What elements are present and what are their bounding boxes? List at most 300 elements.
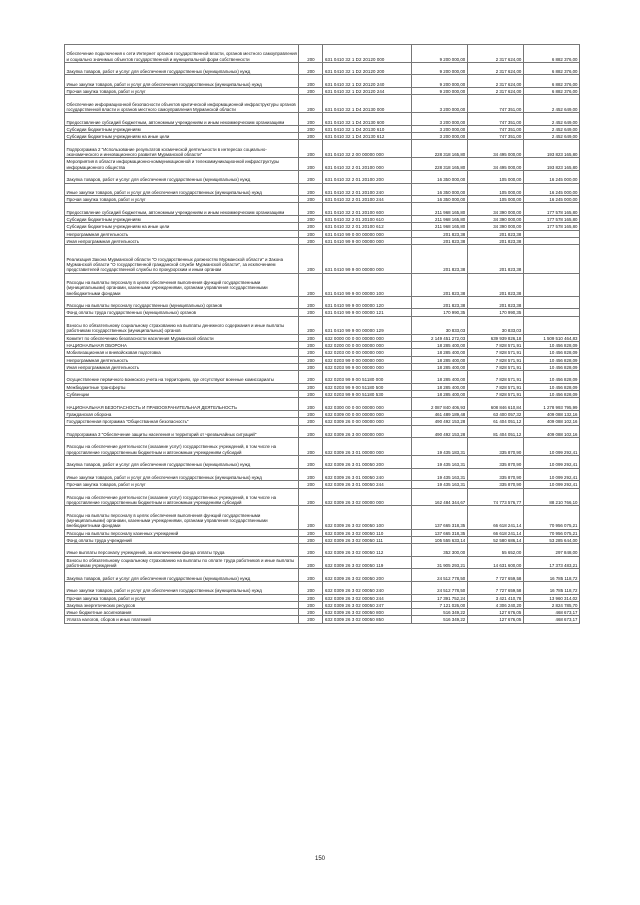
remaining-amount-cell: 177 578 165,80 (523, 203, 579, 216)
remaining-amount-cell: 2 452 649,00 (523, 133, 579, 140)
row-name-cell: Предоставление субсидий бюджетным, автономным учреждениям и иным некоммерческим организациям (65, 113, 299, 126)
admin-code-cell: 200 (299, 273, 323, 296)
row-name-cell: Иные закупки товаров, работ и услуг для обеспечения государственных (муниципальных) нужд (65, 183, 299, 196)
approved-amount-cell: 201 823,38 (411, 245, 467, 274)
executed-amount-cell: 7 828 571,91 (467, 383, 523, 390)
executed-amount-cell: 747 351,00 (467, 113, 523, 126)
admin-code-cell: 200 (299, 481, 323, 488)
table-row (65, 506, 580, 529)
executed-amount-cell: 335 870,90 (467, 481, 523, 488)
budget-report-sheet (64, 44, 580, 624)
classification-code-cell: 632 0309 26 3 01 00050 244 (323, 481, 411, 488)
admin-code-cell: 200 (299, 544, 323, 557)
table-row (65, 113, 580, 126)
admin-code-cell: 200 (299, 296, 323, 309)
classification-code-cell: 631 0410 32 1 D2 20120 240 (323, 75, 411, 88)
table-row (65, 140, 580, 158)
admin-code-cell: 200 (299, 391, 323, 398)
row-name-cell: Мобилизационная и вневойсковая подготовка (65, 349, 299, 356)
remaining-amount-cell: 16 245 000,00 (523, 183, 579, 196)
admin-code-cell: 200 (299, 196, 323, 203)
row-name-cell: Непрограммная деятельность (65, 356, 299, 363)
row-name-cell: Расходы на выплаты персоналу в целях обеспечения выполнения функций государственными (муниципальными) органами, казенными учреждениями, органами управления государственными внебюджетными фондами (65, 273, 299, 296)
admin-code-cell: 200 (299, 309, 323, 316)
executed-amount-cell: 34 495 000,00 (467, 140, 523, 158)
table-row (65, 356, 580, 363)
classification-code-cell: 632 0309 26 3 02 00050 800 (323, 609, 411, 616)
approved-amount-cell: 211 968 165,80 (411, 223, 467, 230)
row-name-cell: Уплата налогов, сборов и иных платежей (65, 616, 299, 623)
row-name-cell: Расходы на обеспечение деятельности (оказание услуг) государственных учреждений, в том числе на предоставление государственным бюджетным и автономным учреждениям субсидий (65, 488, 299, 506)
remaining-amount-cell: 6 882 376,00 (523, 62, 579, 75)
remaining-amount-cell: 10 456 828,09 (523, 383, 579, 390)
row-name-cell: Государственная программа "Обществанная безопасность" (65, 418, 299, 425)
classification-code-cell: 631 0410 99 9 00 00000 121 (323, 309, 411, 316)
approved-amount-cell: 18 285 400,00 (411, 341, 467, 348)
approved-amount-cell: 18 285 400,00 (411, 391, 467, 398)
remaining-amount-cell: 409 088 132,16 (523, 410, 579, 417)
admin-code-cell: 200 (299, 601, 323, 608)
approved-amount-cell: 211 968 165,80 (411, 203, 467, 216)
classification-code-cell: 631 0410 32 2 01 20100 244 (323, 196, 411, 203)
approved-amount-cell: 2 087 840 406,93 (411, 398, 467, 411)
row-name-cell: Субсидии бюджетным учреждениям (65, 216, 299, 223)
row-name-cell: Фонд оплаты труда государственных (муниципальных) органов (65, 309, 299, 316)
admin-code-cell: 200 (299, 62, 323, 75)
classification-code-cell: 631 0410 99 0 00 00000 000 (323, 230, 411, 237)
admin-code-cell: 200 (299, 609, 323, 616)
row-name-cell: Иные закупки товаров, работ и услуг для обеспечения государственных (муниципальных) нужд (65, 75, 299, 88)
remaining-amount-cell: 10 456 828,09 (523, 349, 579, 356)
table-row (65, 536, 580, 543)
row-name-cell: Иные выплаты персоналу учреждений, за исключением фонда оплаты труда (65, 544, 299, 557)
admin-code-cell: 200 (299, 529, 323, 536)
executed-amount-cell: 747 351,00 (467, 95, 523, 113)
table-row (65, 418, 580, 425)
classification-code-cell: 632 0300 00 0 00 00000 000 (323, 398, 411, 411)
table-row (65, 273, 580, 296)
classification-code-cell: 631 0410 32 1 D4 20130 610 (323, 125, 411, 132)
approved-amount-cell: 2 149 451 272,03 (411, 334, 467, 341)
classification-code-cell: 632 0309 26 3 01 00000 000 (323, 438, 411, 456)
classification-code-cell: 632 0309 26 3 01 00050 240 (323, 468, 411, 481)
table-row (65, 75, 580, 88)
table-row (65, 601, 580, 608)
remaining-amount-cell: 17 373 483,21 (523, 556, 579, 569)
remaining-amount-cell: 10 099 292,41 (523, 468, 579, 481)
row-name-cell: Иная непрограммная деятельность (65, 237, 299, 244)
executed-amount-cell: 52 580 686,14 (467, 536, 523, 543)
row-name-cell: Закупка товаров, работ и услуг для обеспечения государственных (муниципальных) нужд (65, 569, 299, 582)
approved-amount-cell: 105 555 633,14 (411, 536, 467, 543)
classification-code-cell: 632 0203 00 0 00 00000 000 (323, 349, 411, 356)
table-row (65, 556, 580, 569)
row-name-cell: Обеспечение подключения к сети Интернет органов государственной власти, органов местного самоуправления и социально значимых объектов государственной и муниципальной форм собственности (65, 45, 299, 63)
approved-amount-cell: 3 200 000,00 (411, 95, 467, 113)
approved-amount-cell: 170 990,35 (411, 309, 467, 316)
executed-amount-cell: 34 495 000,00 (467, 158, 523, 171)
approved-amount-cell: 228 318 165,80 (411, 158, 467, 171)
admin-code-cell: 200 (299, 425, 323, 438)
executed-amount-cell: 2 317 624,00 (467, 62, 523, 75)
executed-amount-cell: 14 631 600,00 (467, 556, 523, 569)
classification-code-cell: 631 0410 99 9 00 00000 000 (323, 245, 411, 274)
classification-code-cell: 632 0203 99 9 00 51180 000 (323, 371, 411, 384)
approved-amount-cell: 201 823,38 (411, 273, 467, 296)
classification-code-cell: 632 0309 26 0 00 00000 000 (323, 418, 411, 425)
table-row (65, 468, 580, 481)
admin-code-cell: 200 (299, 569, 323, 582)
row-name-cell: Прочая закупка товаров, работ и услуг (65, 481, 299, 488)
admin-code-cell: 200 (299, 158, 323, 171)
classification-code-cell: 632 0309 26 3 02 00050 850 (323, 616, 411, 623)
row-name-cell: Иная непрограммная деятельность (65, 363, 299, 370)
remaining-amount-cell (523, 296, 579, 309)
remaining-amount-cell: 6 882 376,00 (523, 88, 579, 95)
classification-code-cell: 632 0309 26 3 02 00050 112 (323, 544, 411, 557)
approved-amount-cell: 211 968 165,80 (411, 216, 467, 223)
table-row (65, 133, 580, 140)
admin-code-cell: 200 (299, 245, 323, 274)
row-name-cell: Расходы на обеспечение деятельности (оказание услуг) государственных учреждений, в том числе на предоставление государственным бюджетным и автономным учреждениям субсидий (65, 438, 299, 456)
remaining-amount-cell: 16 785 118,72 (523, 581, 579, 594)
classification-code-cell: 632 0309 26 3 02 00050 111 (323, 536, 411, 543)
classification-code-cell: 632 0203 99 9 00 51180 530 (323, 391, 411, 398)
approved-amount-cell: 19 435 163,31 (411, 481, 467, 488)
remaining-amount-cell (523, 309, 579, 316)
admin-code-cell: 200 (299, 410, 323, 417)
remaining-amount-cell: 6 882 376,00 (523, 75, 579, 88)
admin-code-cell: 200 (299, 216, 323, 223)
table-row (65, 398, 580, 411)
table-row (65, 62, 580, 75)
remaining-amount-cell: 2 824 785,70 (523, 601, 579, 608)
table-row (65, 245, 580, 274)
executed-amount-cell: 201 823,38 (467, 273, 523, 296)
executed-amount-cell: 2 317 624,00 (467, 75, 523, 88)
remaining-amount-cell (523, 230, 579, 237)
executed-amount-cell: 74 773 576,77 (467, 488, 523, 506)
row-name-cell: Комитет по обеспечению безопасности населения Мурманской области (65, 334, 299, 341)
admin-code-cell: 200 (299, 349, 323, 356)
executed-amount-cell: 30 833,03 (467, 316, 523, 334)
table-row (65, 383, 580, 390)
approved-amount-cell: 9 200 000,00 (411, 45, 467, 63)
remaining-amount-cell: 409 088 102,16 (523, 425, 579, 438)
executed-amount-cell: 747 351,00 (467, 133, 523, 140)
remaining-amount-cell: 2 452 649,00 (523, 125, 579, 132)
classification-code-cell: 632 0309 26 3 02 00000 000 (323, 488, 411, 506)
remaining-amount-cell: 13 960 314,02 (523, 594, 579, 601)
row-name-cell: Подпрограмма 2 "Использование результатов космической деятельности в интересах социально-экономического и инновационного развития Мурманской области" (65, 140, 299, 158)
remaining-amount-cell: 70 956 075,21 (523, 506, 579, 529)
executed-amount-cell: 7 727 659,58 (467, 581, 523, 594)
table-row (65, 183, 580, 196)
admin-code-cell: 200 (299, 125, 323, 132)
remaining-amount-cell: 16 245 000,00 (523, 196, 579, 203)
admin-code-cell: 200 (299, 237, 323, 244)
approved-amount-cell: 9 200 000,00 (411, 88, 467, 95)
approved-amount-cell: 24 512 778,50 (411, 569, 467, 582)
classification-code-cell: 632 0309 26 3 02 00050 110 (323, 529, 411, 536)
table-row (65, 296, 580, 309)
classification-code-cell: 631 0410 99 9 00 00000 120 (323, 296, 411, 309)
admin-code-cell: 200 (299, 398, 323, 411)
executed-amount-cell: 201 823,38 (467, 230, 523, 237)
admin-code-cell: 200 (299, 556, 323, 569)
remaining-amount-cell: 177 578 165,80 (523, 223, 579, 230)
approved-amount-cell: 19 435 183,31 (411, 438, 467, 456)
admin-code-cell: 200 (299, 170, 323, 183)
admin-code-cell: 200 (299, 316, 323, 334)
remaining-amount-cell: 88 210 766,10 (523, 488, 579, 506)
remaining-amount-cell: 468 673,17 (523, 616, 579, 623)
table-row (65, 616, 580, 623)
classification-code-cell: 632 0203 99 9 00 00000 000 (323, 363, 411, 370)
table-row (65, 158, 580, 171)
remaining-amount-cell: 16 785 118,72 (523, 569, 579, 582)
remaining-amount-cell: 1 509 510 464,83 (523, 334, 579, 341)
table-row (65, 529, 580, 536)
approved-amount-cell: 516 349,22 (411, 616, 467, 623)
remaining-amount-cell: 177 578 165,80 (523, 216, 579, 223)
row-name-cell: Подпрограмма 3 "Обеспечение защиты населения и территорий от чрезвычайных ситуаций" (65, 425, 299, 438)
approved-amount-cell: 24 512 778,50 (411, 581, 467, 594)
approved-amount-cell: 9 200 000,00 (411, 62, 467, 75)
classification-code-cell: 631 0410 32 2 01 20100 600 (323, 203, 411, 216)
classification-code-cell: 631 0410 32 2 01 20100 000 (323, 158, 411, 171)
table-row (65, 203, 580, 216)
row-name-cell: Иные закупки товаров, работ и услуг для обеспечения государственных (муниципальных) нужд (65, 581, 299, 594)
approved-amount-cell: 19 435 163,31 (411, 456, 467, 469)
classification-code-cell: 632 0203 99 0 00 00000 000 (323, 356, 411, 363)
approved-amount-cell: 137 665 318,35 (411, 529, 467, 536)
approved-amount-cell: 3 200 000,00 (411, 125, 467, 132)
remaining-amount-cell: 10 099 292,41 (523, 438, 579, 456)
admin-code-cell: 200 (299, 383, 323, 390)
admin-code-cell: 200 (299, 45, 323, 63)
classification-code-cell: 631 0410 99 9 00 00000 129 (323, 316, 411, 334)
approved-amount-cell: 31 905 293,21 (411, 556, 467, 569)
row-name-cell: Реализация Закона Мурманской области "О государственных должностях Мурманской области" и Закона Мурманской области "О государственной гражданской службе Мурманской области", за исключением представителей государственной службы по прокурорским и иным органам (65, 245, 299, 274)
admin-code-cell: 200 (299, 468, 323, 481)
table-row (65, 230, 580, 237)
admin-code-cell: 200 (299, 488, 323, 506)
table-row (65, 488, 580, 506)
approved-amount-cell: 16 350 000,00 (411, 170, 467, 183)
classification-code-cell: 631 0410 32 1 D4 20130 600 (323, 113, 411, 126)
row-name-cell: Иные закупки товаров, работ и услуг для обеспечения государственных (муниципальных) нужд (65, 468, 299, 481)
classification-code-cell: 631 0410 32 1 D4 20130 000 (323, 95, 411, 113)
table-row (65, 216, 580, 223)
approved-amount-cell: 137 665 318,35 (411, 506, 467, 529)
remaining-amount-cell: 10 456 828,09 (523, 391, 579, 398)
table-row (65, 341, 580, 348)
admin-code-cell: 200 (299, 356, 323, 363)
remaining-amount-cell: 409 088 102,16 (523, 418, 579, 425)
admin-code-cell: 200 (299, 95, 323, 113)
row-name-cell: Прочая закупка товаров, работ и услуг (65, 594, 299, 601)
remaining-amount-cell: 297 848,00 (523, 544, 579, 557)
table-row (65, 334, 580, 341)
executed-amount-cell: 3 421 410,78 (467, 594, 523, 601)
remaining-amount-cell (523, 316, 579, 334)
executed-amount-cell: 34 390 000,00 (467, 216, 523, 223)
remaining-amount-cell: 10 099 292,41 (523, 456, 579, 469)
executed-amount-cell: 7 828 571,91 (467, 391, 523, 398)
executed-amount-cell: 2 317 624,00 (467, 88, 523, 95)
executed-amount-cell: 608 846 610,84 (467, 398, 523, 411)
classification-code-cell: 631 0410 32 1 D2 20120 000 (323, 45, 411, 63)
executed-amount-cell: 335 870,90 (467, 438, 523, 456)
classification-code-cell: 632 0309 00 0 00 00000 000 (323, 410, 411, 417)
classification-code-cell: 631 0410 32 1 D2 20120 200 (323, 62, 411, 75)
admin-code-cell: 200 (299, 183, 323, 196)
remaining-amount-cell: 468 673,17 (523, 609, 579, 616)
remaining-amount-cell: 1 278 993 795,99 (523, 398, 579, 411)
admin-code-cell: 200 (299, 113, 323, 126)
executed-amount-cell: 66 618 241,14 (467, 529, 523, 536)
remaining-amount-cell: 2 452 649,00 (523, 113, 579, 126)
approved-amount-cell: 490 492 153,28 (411, 425, 467, 438)
remaining-amount-cell: 70 956 075,21 (523, 529, 579, 536)
approved-amount-cell: 3 200 000,00 (411, 133, 467, 140)
admin-code-cell: 200 (299, 371, 323, 384)
executed-amount-cell: 201 823,38 (467, 296, 523, 309)
classification-code-cell: 632 0309 26 3 02 00050 244 (323, 594, 411, 601)
row-name-cell: Обеспечение информационной безопасности объектов критической информационной инфраструктуры органов государственной власти и органов местного самоуправления Мурманской области (65, 95, 299, 113)
executed-amount-cell: 201 823,38 (467, 237, 523, 244)
classification-code-cell: 632 0309 26 3 02 00050 119 (323, 556, 411, 569)
remaining-amount-cell: 10 456 828,09 (523, 371, 579, 384)
budget-table-body (65, 45, 580, 624)
executed-amount-cell: 105 000,00 (467, 170, 523, 183)
table-row (65, 544, 580, 557)
approved-amount-cell: 18 285 400,00 (411, 371, 467, 384)
classification-code-cell: 632 0309 26 3 02 00050 100 (323, 506, 411, 529)
executed-amount-cell: 61 404 051,12 (467, 418, 523, 425)
admin-code-cell: 200 (299, 438, 323, 456)
table-row (65, 349, 580, 356)
row-name-cell: Закупка товаров, работ и услуг для обеспечения государственных (муниципальных) нужд (65, 456, 299, 469)
table-row (65, 196, 580, 203)
classification-code-cell: 631 0410 32 1 D2 20120 244 (323, 88, 411, 95)
executed-amount-cell: 7 828 571,91 (467, 356, 523, 363)
admin-code-cell: 200 (299, 334, 323, 341)
executed-amount-cell: 4 306 240,20 (467, 601, 523, 608)
executed-amount-cell: 7 828 571,91 (467, 371, 523, 384)
approved-amount-cell: 461 489 189,48 (411, 410, 467, 417)
row-name-cell: Субсидии бюджетным учреждениям (65, 125, 299, 132)
admin-code-cell: 200 (299, 581, 323, 594)
admin-code-cell: 200 (299, 203, 323, 216)
row-name-cell: Осуществление первичного воинского учета на территориях, где отсутствуют военные комиссариаты (65, 371, 299, 384)
admin-code-cell: 200 (299, 88, 323, 95)
remaining-amount-cell: 193 823 165,80 (523, 140, 579, 158)
row-name-cell: Закупка товаров, работ и услуг для обеспечения государственных (муниципальных) нужд (65, 170, 299, 183)
row-name-cell: НАЦИОНАЛЬНАЯ БЕЗОПАСНОСТЬ И ПРАВООХРАНИТЕЛЬНАЯ ДЕЯТЕЛЬНОСТЬ (65, 398, 299, 411)
approved-amount-cell: 16 350 000,00 (411, 196, 467, 203)
approved-amount-cell: 162 484 344,67 (411, 488, 467, 506)
executed-amount-cell: 7 727 659,58 (467, 569, 523, 582)
table-row (65, 371, 580, 384)
table-row (65, 45, 580, 63)
executed-amount-cell: 127 676,05 (467, 609, 523, 616)
page-number: 150 (314, 856, 325, 862)
table-row (65, 456, 580, 469)
row-name-cell: Непрограммная деятельность (65, 230, 299, 237)
executed-amount-cell: 7 828 571,91 (467, 341, 523, 348)
table-row (65, 309, 580, 316)
classification-code-cell: 631 0410 32 1 D4 20130 612 (323, 133, 411, 140)
row-name-cell: Субсидии бюджетным учреждениям на иные цели (65, 133, 299, 140)
row-name-cell: Взносы по обязательному социальному страхованию на выплаты по оплате труда работников и иные выплаты работникам учреждений (65, 556, 299, 569)
remaining-amount-cell: 10 456 828,09 (523, 363, 579, 370)
row-name-cell: Межбюджетные трансферты (65, 383, 299, 390)
approved-amount-cell: 9 200 000,00 (411, 75, 467, 88)
executed-amount-cell: 34 390 000,00 (467, 223, 523, 230)
classification-code-cell: 632 0309 26 3 02 00050 200 (323, 569, 411, 582)
executed-amount-cell: 7 828 571,91 (467, 363, 523, 370)
executed-amount-cell: 105 000,00 (467, 196, 523, 203)
classification-code-cell: 631 0410 32 2 01 20100 612 (323, 223, 411, 230)
remaining-amount-cell: 53 285 644,00 (523, 536, 579, 543)
executed-amount-cell: 105 000,00 (467, 183, 523, 196)
remaining-amount-cell (523, 237, 579, 244)
table-row (65, 223, 580, 230)
classification-code-cell: 631 0410 99 9 00 00000 100 (323, 273, 411, 296)
table-row (65, 316, 580, 334)
classification-code-cell: 631 0410 99 9 00 00000 000 (323, 237, 411, 244)
executed-amount-cell: 7 828 571,91 (467, 349, 523, 356)
remaining-amount-cell: 2 452 649,00 (523, 95, 579, 113)
approved-amount-cell: 7 121 026,00 (411, 601, 467, 608)
admin-code-cell: 200 (299, 456, 323, 469)
executed-amount-cell: 81 404 051,12 (467, 425, 523, 438)
approved-amount-cell: 201 823,38 (411, 296, 467, 309)
approved-amount-cell: 16 350 000,00 (411, 183, 467, 196)
executed-amount-cell: 66 618 241,14 (467, 506, 523, 529)
budget-table (64, 44, 580, 624)
classification-code-cell: 631 0410 32 2 00 00000 000 (323, 140, 411, 158)
row-name-cell: Прочая закупка товаров, работ и услуг (65, 196, 299, 203)
executed-amount-cell: 2 317 624,00 (467, 45, 523, 63)
row-name-cell: НАЦИОНАЛЬНАЯ ОБОРОНА (65, 341, 299, 348)
executed-amount-cell: 335 870,90 (467, 468, 523, 481)
admin-code-cell: 200 (299, 75, 323, 88)
approved-amount-cell: 30 833,03 (411, 316, 467, 334)
admin-code-cell: 200 (299, 594, 323, 601)
row-name-cell: Расходы на выплаты персоналу казенных учреждений (65, 529, 299, 536)
approved-amount-cell: 352 300,00 (411, 544, 467, 557)
table-row (65, 594, 580, 601)
approved-amount-cell: 18 285 400,00 (411, 383, 467, 390)
row-name-cell: Взносы по обязательному социальному страхованию на выплаты денежного содержания и иные выплаты работникам государственных (муниципальных) органов (65, 316, 299, 334)
row-name-cell: Прочая закупка товаров, работ и услуг (65, 88, 299, 95)
table-row (65, 237, 580, 244)
executed-amount-cell: 201 823,38 (467, 245, 523, 274)
approved-amount-cell: 516 349,22 (411, 609, 467, 616)
executed-amount-cell: 639 939 826,18 (467, 334, 523, 341)
row-name-cell: Гражданская оборона (65, 410, 299, 417)
admin-code-cell: 200 (299, 616, 323, 623)
table-row (65, 410, 580, 417)
approved-amount-cell: 201 823,38 (411, 237, 467, 244)
approved-amount-cell: 228 318 165,80 (411, 140, 467, 158)
admin-code-cell: 200 (299, 133, 323, 140)
admin-code-cell: 200 (299, 223, 323, 230)
approved-amount-cell: 19 435 163,31 (411, 468, 467, 481)
